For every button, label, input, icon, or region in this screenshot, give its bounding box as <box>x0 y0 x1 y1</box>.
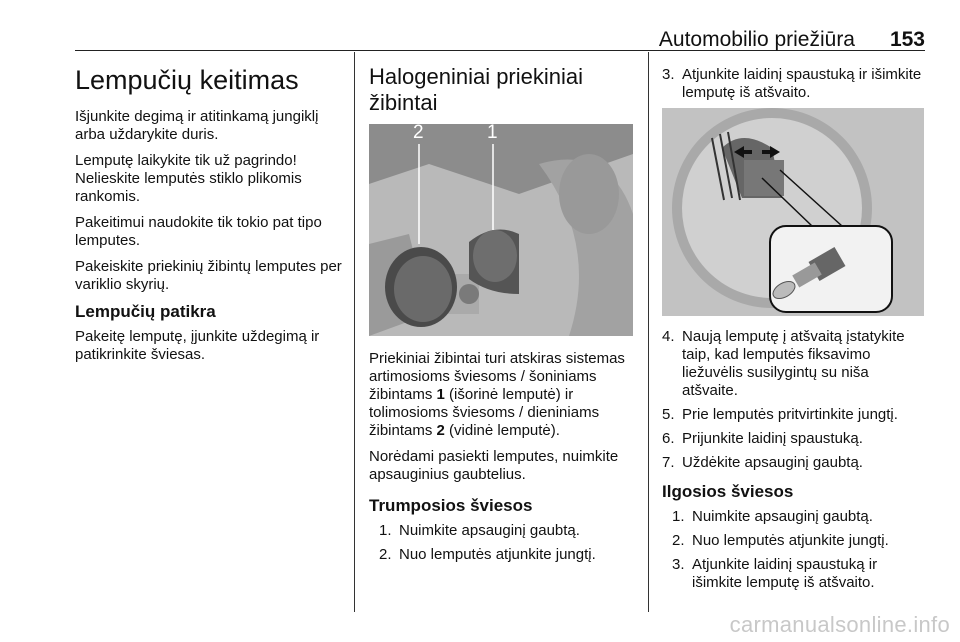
step-item: 4. Naują lemputę į atšvaitą įstatykite taip, kad lemputės fiksavimo liežuvėlis susilygintų su niša atšvaite. <box>662 328 905 399</box>
headlamp-photo <box>369 124 633 336</box>
step-item: 5. Prie lemputės pritvirtinkite jungtį. <box>662 406 898 423</box>
column-divider <box>648 52 649 612</box>
paragraph: Išjunkite degimą ir atitinkamą jungiklį arba uždarykite duris. <box>75 108 319 143</box>
section-title: Automobilio priežiūra <box>658 28 855 51</box>
headlamp-figure <box>369 124 633 336</box>
callout-2: 2 <box>413 124 424 143</box>
page-title: Lempučių keitimas <box>75 65 299 95</box>
page-header <box>75 26 925 51</box>
step-list <box>672 508 928 592</box>
subheading: Trumposios šviesos <box>369 496 533 515</box>
paragraph: Pakeiskite priekinių žibintų lemputes per variklio skyrių. <box>75 258 342 293</box>
column-divider <box>354 52 355 612</box>
step-item: 6. Prijunkite laidinį spaustuką. <box>662 430 863 447</box>
watermark: carmanualsonline.info <box>729 612 950 637</box>
step-item: 3. Atjunkite laidinį spaustuką ir išimkite lemputę iš atšvaito. <box>662 66 922 101</box>
column-right <box>662 66 928 598</box>
step-item: 1. Nuimkite apsauginį gaubtą. <box>672 508 873 525</box>
paragraph: Pakeitimui naudokite tik tokio pat tipo lemputes. <box>75 214 322 249</box>
step-list <box>662 66 928 102</box>
step-list <box>379 522 635 564</box>
bulb-figure <box>662 108 924 316</box>
callout-1: 1 <box>487 124 498 143</box>
paragraph: Lemputę laikykite tik už pagrindo! Nelieskite lemputės stiklo plikomis rankomis. <box>75 152 302 205</box>
step-list <box>662 328 928 472</box>
section-heading: Halogeniniai priekiniai žibintai <box>369 64 584 115</box>
subheading: Lempučių patikra <box>75 302 216 321</box>
step-item: 1. Nuimkite apsauginį gaubtą. <box>379 522 580 539</box>
step-item: 3. Atjunkite laidinį spaustuką ir išimkite lemputę iš atšvaito. <box>672 556 878 591</box>
column-left <box>75 64 345 372</box>
column-middle <box>369 64 635 570</box>
paragraph: Priekiniai žibintai turi atskiras sistemas artimosioms šviesoms / šoniniams žibintams 1 (išorinė lemputė) ir tolimosioms šviesoms / dieniniams žibintams 2 (vidinė lemputė). <box>369 350 625 439</box>
step-item: 7. Uždėkite apsauginį gaubtą. <box>662 454 863 471</box>
subheading: Ilgosios šviesos <box>662 482 794 501</box>
page-number: 153 <box>889 28 925 51</box>
step-item: 2. Nuo lemputės atjunkite jungtį. <box>672 532 889 549</box>
paragraph: Pakeitę lemputę, įjunkite uždegimą ir patikrinkite šviesas. <box>75 328 320 363</box>
step-item: 2. Nuo lemputės atjunkite jungtį. <box>379 546 596 563</box>
paragraph: Norėdami pasiekti lemputes, nuimkite apsauginius gaubtelius. <box>369 448 619 483</box>
bulb-removal-photo <box>662 108 924 316</box>
